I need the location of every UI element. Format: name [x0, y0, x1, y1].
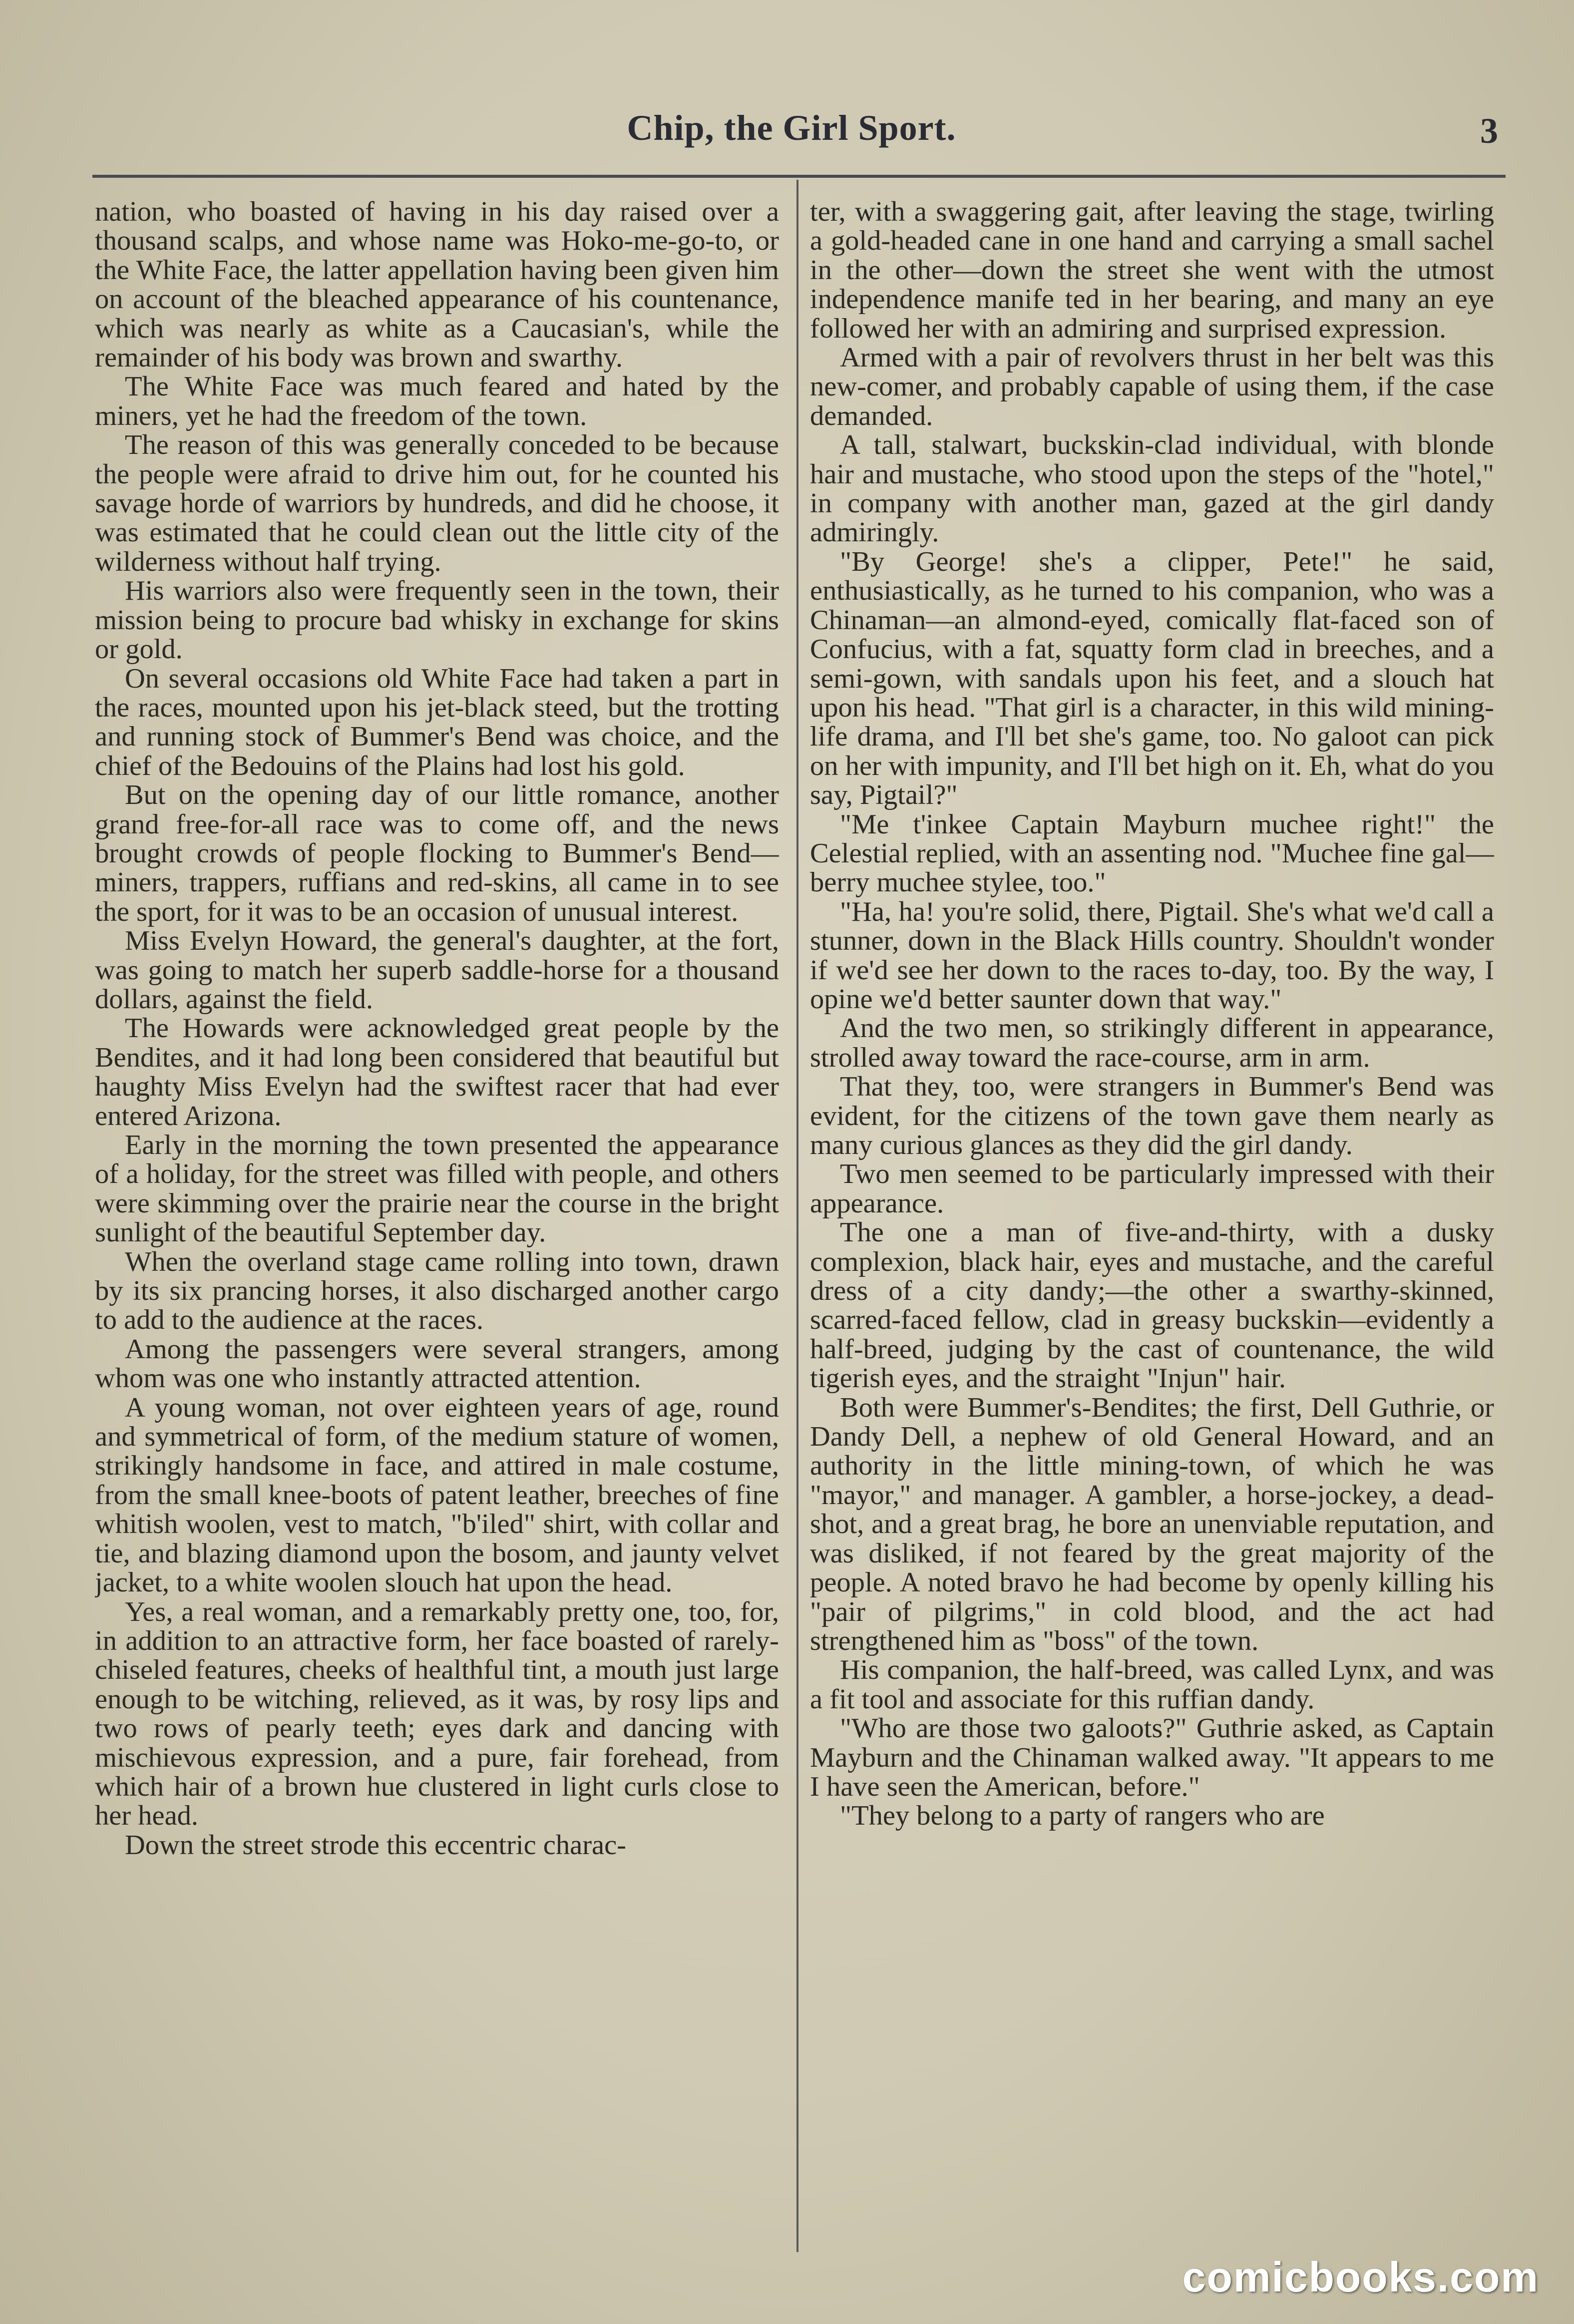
paragraph: Down the street strode this eccentric charac-	[125, 1829, 626, 1861]
right-column	[810, 197, 1494, 2290]
paragraph: But on the opening day of our little romance, another grand free-for-all race was to come off, and the news brought crowds of people flocking to Bummer's Bend—miners, trappers, ruffians and red-skins, all came in to see the sport, for it was to be an occasion of unusual interest.	[95, 779, 779, 927]
paragraph: Two men seemed to be particularly impressed with their appearance.	[810, 1159, 1494, 1219]
paragraph: When the overland stage came rolling into town, drawn by its six prancing horses, it also discharged another cargo to add to the audience at the races.	[95, 1246, 779, 1336]
paragraph: Yes, a real woman, and a remarkably pretty one, too, for, in addition to an attractive form, her face boasted of rarely-chiseled features, cheeks of healthful tint, a mouth just large enough to be witching, relieved, as it was, by rosy lips and two rows of pearly teeth; eyes dark and dancing with mischievous expression, and a pure, fair forehead, from which hair of a brown hue clustered in light curls close to her head.	[95, 1596, 779, 1832]
paragraph: And the two men, so strikingly different in appearance, strolled away toward the race-course, arm in arm.	[810, 1013, 1494, 1073]
left-column	[95, 197, 779, 2290]
paragraph: A young woman, not over eighteen years of age, round and symmetrical of form, of the medium stature of women, strikingly handsome in face, and attired in male costume, from the small knee-boots of patent leather, breeches of fine whitish woolen, vest to match, "b'iled" shirt, with collar and tie, and blazing diamond upon the bosom, and jaunty velvet jacket, to a white woolen slouch hat upon the head.	[95, 1392, 779, 1598]
running-title: Chip, the Girl Sport.	[627, 108, 956, 148]
paragraph: That they, too, were strangers in Bummer's Bend was evident, for the citizens of the town gave them nearly as many curious glances as they did the girl dandy.	[810, 1071, 1494, 1161]
paragraph: "By George! she's a clipper, Pete!" he said, enthusiastically, as he turned to his companion, who was a Chinaman—an almond-eyed, comically flat-faced son of Confucius, with a fat, squatty form clad in breeches, and a semi-gown, with sandals upon his feet, and a slouch hat upon his head. "That girl is a character, in this wild mining-life drama, and I'll bet she's game, too. No galoot can pick on her with impunity, and I'll bet high on it. Eh, what do you say, Pigtail?"	[810, 546, 1494, 811]
paragraph: A tall, stalwart, buckskin-clad individual, with blonde hair and mustache, who stood upon the steps of the "hotel," in company with another man, gazed at the girl dandy admiringly.	[810, 429, 1494, 548]
paragraph: "They belong to a party of rangers who are	[840, 1800, 1325, 1832]
paragraph: ter, with a swaggering gait, after leaving the stage, twirling a gold-headed cane in one hand and carrying a small sachel in the other—down the street she went with the utmost independence manife ted in her bearing, and many an eye followed her with an admiring and surprised expression.	[810, 197, 1494, 344]
column-divider	[796, 180, 798, 2252]
paragraph: nation, who boasted of having in his day raised over a thousand scalps, and whose name was Hoko-me-go-to, or the White Face, the latter appellation having been given him on account of the bleached appearance of his countenance, which was nearly as white as a Caucasian's, while the remainder of his body was brown and swarthy.	[95, 197, 779, 374]
page-number: 3	[1480, 111, 1498, 151]
paragraph: Among the passengers were several strangers, among whom was one who instantly attracted attention.	[95, 1333, 779, 1394]
paragraph: Armed with a pair of revolvers thrust in her belt was this new-comer, and probably capable of using them, if the case demanded.	[810, 342, 1494, 431]
paragraph: His warriors also were frequently seen in the town, their mission being to procure bad whisky in exchange for skins or gold.	[95, 575, 779, 665]
header-rule	[92, 175, 1506, 178]
paragraph: Early in the morning the town presented the appearance of a holiday, for the street was filled with people, and others were skimming over the prairie near the course in the bright sunlight of the beautiful September day.	[95, 1130, 779, 1248]
paragraph: "Me t'inkee Captain Mayburn muchee right!" the Celestial replied, with an assenting nod. "Muchee fine gal—berry muchee stylee, too."	[810, 808, 1494, 898]
paragraph: His companion, the half-breed, was called Lynx, and was a fit tool and associate for this ruffian dandy.	[810, 1654, 1494, 1715]
paragraph: The Howards were acknowledged great people by the Bendites, and it had long been considered that beautiful but haughty Miss Evelyn had the swiftest racer that had ever entered Arizona.	[95, 1013, 779, 1132]
page-header	[85, 107, 1498, 167]
paragraph: The White Face was much feared and hated by the miners, yet he had the freedom of the town.	[95, 371, 779, 431]
paragraph: On several occasions old White Face had taken a part in the races, mounted upon his jet-black steed, but the trotting and running stock of Bummer's Bend was choice, and the chief of the Bedouins of the Plains had lost his gold.	[95, 663, 779, 781]
paragraph: The one a man of five-and-thirty, with a dusky complexion, black hair, eyes and mustache, and the careful dress of a city dandy;—the other a swarthy-skinned, scarred-faced fellow, clad in greasy buckskin—evidently a half-breed, judging by the cast of countenance, the wild tigerish eyes, and the straight "Injun" hair.	[810, 1217, 1494, 1394]
paragraph: "Ha, ha! you're solid, there, Pigtail. She's what we'd call a stunner, down in the Black Hills country. Shouldn't wonder if we'd see her down to the races to-day, too. By the way, I opine we'd better saunter down that way."	[810, 896, 1494, 1015]
paragraph: Miss Evelyn Howard, the general's daughter, at the fort, was going to match her superb saddle-horse for a thousand dollars, against the field.	[95, 925, 779, 1015]
site-watermark: comicbooks.com	[1182, 2254, 1539, 2301]
paragraph: "Who are those two galoots?" Guthrie asked, as Captain Mayburn and the Chinaman walked away. "It appears to me I have seen the American, before."	[810, 1713, 1494, 1802]
paragraph: The reason of this was generally conceded to be because the people were afraid to drive him out, for he counted his savage horde of warriors by hundreds, and did he choose, it was estimated that he could clean out the little city of the wilderness without half trying.	[95, 429, 779, 577]
paragraph: Both were Bummer's-Bendites; the first, Dell Guthrie, or Dandy Dell, a nephew of old General Howard, and an authority in the little mining-town, of which he was "mayor," and manager. A gambler, a horse-jockey, a dead-shot, and a great brag, he bore an unenviable reputation, and was disliked, if not feared by the great majority of the people. A noted bravo he had become by openly killing his "pair of pilgrims," in cold blood, and the act had strengthened him as "boss" of the town.	[810, 1392, 1494, 1656]
